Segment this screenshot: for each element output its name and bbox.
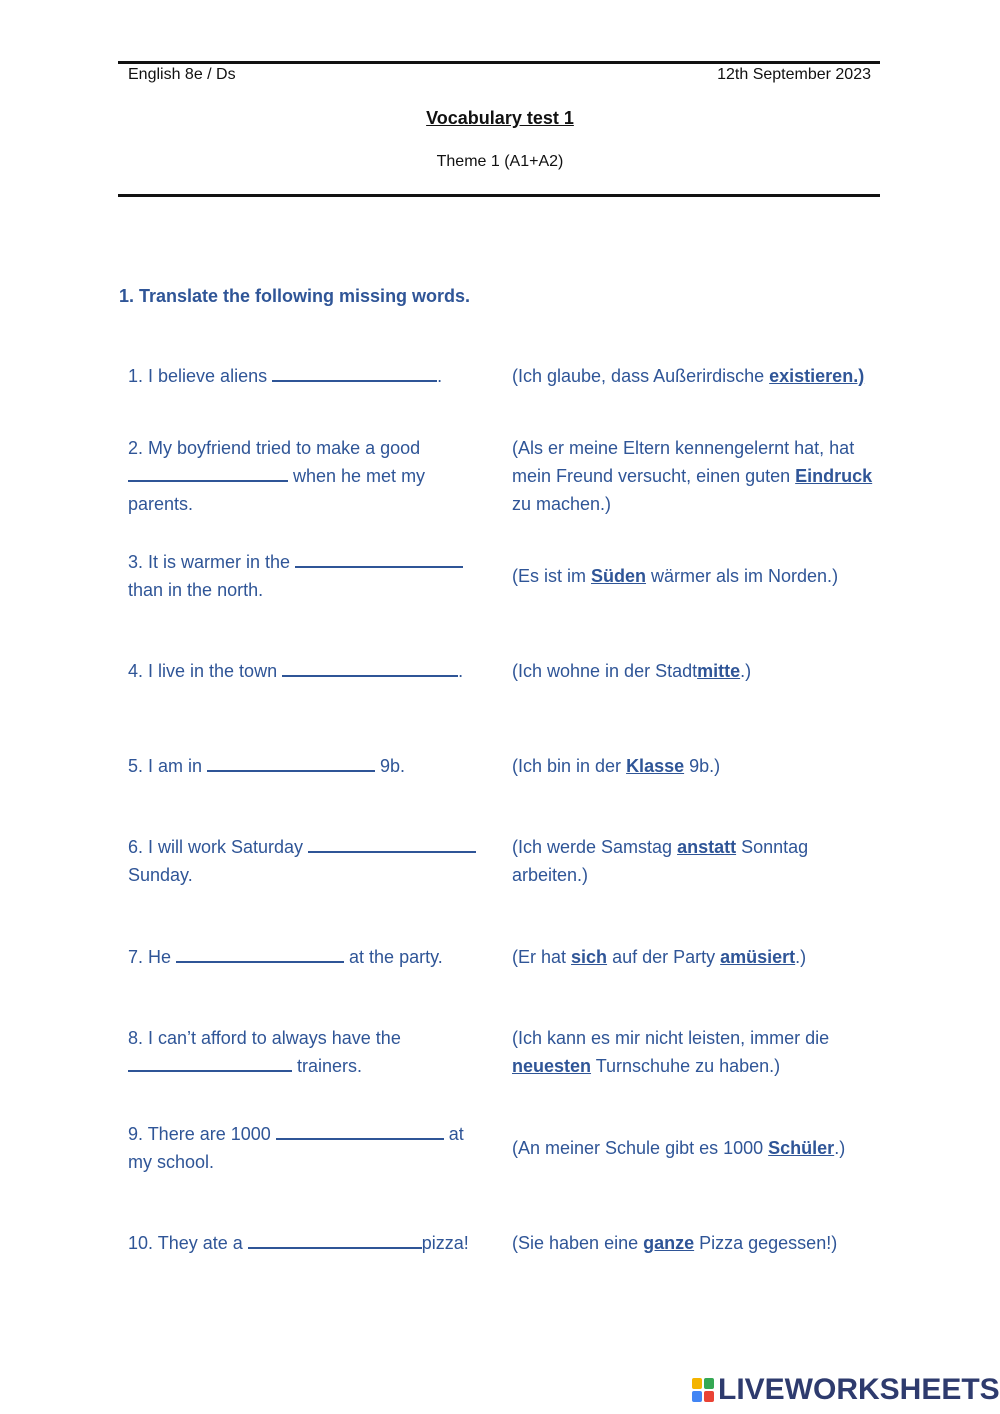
translation-2-text: (Als er meine Eltern kennengelernt hat, hat mein Freund versucht, einen guten <box>512 438 855 486</box>
header-bottom-rule <box>118 194 880 197</box>
translation-5-text: (Ich bin in der <box>512 756 627 776</box>
sentence-6 <box>128 833 493 889</box>
translation-2-end: zu machen.) <box>512 494 612 514</box>
answer-5: Klasse <box>626 756 685 776</box>
translation-2 <box>512 434 877 518</box>
logo-square-2 <box>704 1378 714 1389</box>
sentence-9-start: 9. There are 1000 <box>128 1124 276 1144</box>
test-date: 12th September 2023 <box>717 66 871 83</box>
sentence-1-start: 1. I believe aliens <box>128 366 273 386</box>
translation-8-text: (Ich kann es mir nicht leisten, immer die <box>512 1028 830 1048</box>
translation-5 <box>512 752 877 780</box>
translation-10-text: (Sie haben eine <box>512 1233 644 1253</box>
sentence-7-start: 7. He <box>128 947 177 967</box>
sentence-8-end: trainers. <box>292 1056 363 1076</box>
logo-square-1 <box>692 1378 702 1389</box>
translation-8 <box>512 1024 857 1080</box>
logo-square-3 <box>692 1391 702 1402</box>
blank-8[interactable] <box>128 1052 292 1072</box>
liveworksheets-logo[interactable] <box>692 1374 1000 1406</box>
course-label: English 8e / Ds <box>128 66 236 83</box>
sentence-8 <box>128 1024 468 1080</box>
translation-7-text: (Er hat <box>512 947 572 967</box>
blank-6[interactable] <box>308 833 476 853</box>
blank-9[interactable] <box>276 1120 444 1140</box>
answer-3: Süden <box>591 566 647 586</box>
sentence-7-end: at the party. <box>344 947 443 967</box>
translation-1 <box>512 362 882 390</box>
blank-10[interactable] <box>248 1229 422 1249</box>
translation-4-end: .) <box>740 661 752 681</box>
answer-4: mitte <box>697 661 741 681</box>
sentence-7 <box>128 943 493 971</box>
translation-4-text: (Ich wohne in der Stadt <box>512 661 698 681</box>
blank-7[interactable] <box>176 943 344 963</box>
translation-7-end: .) <box>795 947 807 967</box>
answer-7a: sich <box>571 947 608 967</box>
sentence-4-start: 4. I live in the town <box>128 661 283 681</box>
sentence-6-start: 6. I will work Saturday <box>128 837 309 857</box>
translation-6-text: (Ich werde Samstag <box>512 837 678 857</box>
sentence-3-start: 3. It is warmer in the <box>128 552 296 572</box>
sentence-10 <box>128 1229 493 1257</box>
sentence-8-start: 8. I can’t afford to always have the <box>128 1028 401 1048</box>
translation-10-end: Pizza gegessen!) <box>694 1233 838 1253</box>
top-rule <box>118 61 880 64</box>
sentence-6-end: Sunday. <box>128 865 193 885</box>
logo-text: LIVEWORKSHEETS <box>718 1373 1000 1406</box>
translation-9-end: .) <box>834 1138 846 1158</box>
sentence-2-start: 2. My boyfriend tried to make a good <box>128 438 421 458</box>
sentence-5-end: 9b. <box>375 756 406 776</box>
blank-2[interactable] <box>128 462 288 482</box>
answer-6: anstatt <box>677 837 737 857</box>
translation-3-text: (Es ist im <box>512 566 591 586</box>
sentence-9 <box>128 1120 478 1176</box>
blank-1[interactable] <box>272 362 437 382</box>
page-title: Vocabulary test 1 <box>426 108 574 128</box>
sentence-3-end: than in the north. <box>128 580 264 600</box>
sentence-4-end: . <box>458 661 464 681</box>
section-heading: 1. Translate the following missing words. <box>119 286 471 306</box>
sentence-1-end: . <box>437 366 443 386</box>
sentence-1 <box>128 362 493 390</box>
translation-10 <box>512 1229 892 1257</box>
sentence-3 <box>128 548 478 604</box>
logo-square-4 <box>704 1391 714 1402</box>
answer-8: neuesten <box>512 1056 592 1076</box>
answer-2: Eindruck <box>795 466 873 486</box>
translation-5-end: 9b.) <box>684 756 721 776</box>
translation-3 <box>512 562 877 590</box>
blank-4[interactable] <box>282 657 458 677</box>
sentence-2-end: when he met my parents. <box>128 466 426 514</box>
sentence-9-end: at my school. <box>128 1124 464 1172</box>
translation-8-end: Turnschuhe zu haben.) <box>591 1056 781 1076</box>
translation-6 <box>512 833 842 889</box>
translation-4 <box>512 657 877 685</box>
answer-1: existieren.) <box>769 366 865 386</box>
liveworksheets-icon <box>692 1378 714 1402</box>
page-subtitle: Theme 1 (A1+A2) <box>436 153 564 170</box>
sentence-5-start: 5. I am in <box>128 756 208 776</box>
sentence-2 <box>128 434 468 518</box>
translation-6-end: Sonntag arbeiten.) <box>512 837 809 885</box>
sentence-10-start: 10. They ate a <box>128 1233 248 1253</box>
answer-7b: amüsiert <box>720 947 796 967</box>
translation-1-text: (Ich glaube, dass Außerirdische <box>512 366 770 386</box>
translation-9 <box>512 1134 892 1162</box>
answer-9: Schüler <box>768 1138 835 1158</box>
sentence-10-end: pizza! <box>421 1233 469 1253</box>
translation-3-end: wärmer als im Norden.) <box>646 566 839 586</box>
blank-5[interactable] <box>207 752 375 772</box>
translation-7-mid: auf der Party <box>607 947 721 967</box>
translation-7 <box>512 943 877 971</box>
sentence-5 <box>128 752 493 780</box>
answer-10: ganze <box>643 1233 695 1253</box>
sentence-4 <box>128 657 493 685</box>
translation-9-text: (An meiner Schule gibt es 1000 <box>512 1138 769 1158</box>
blank-3[interactable] <box>295 548 463 568</box>
